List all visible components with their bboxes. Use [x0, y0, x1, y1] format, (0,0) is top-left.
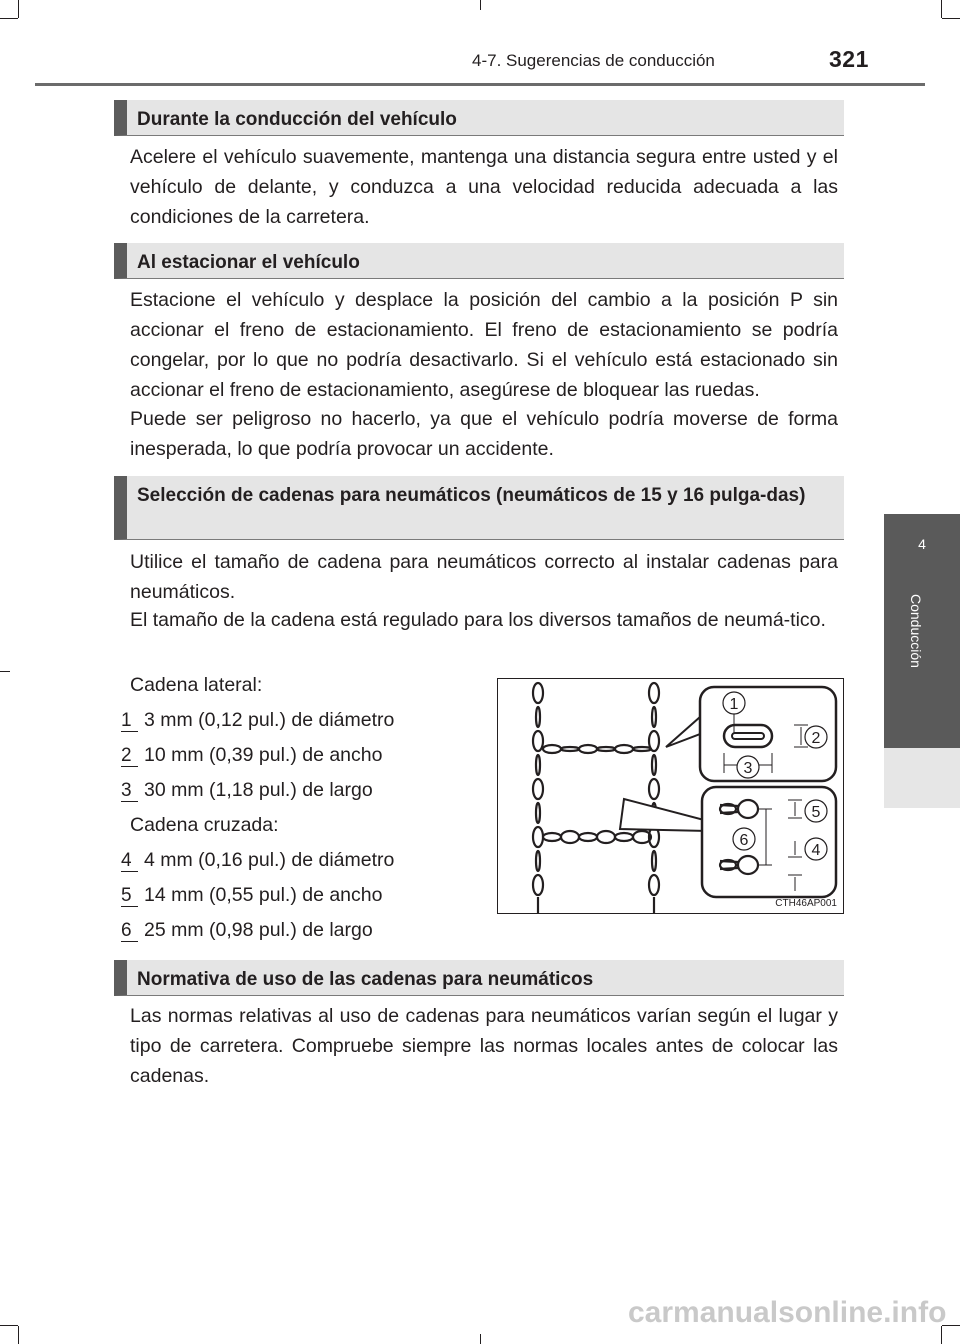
crop-mark [0, 1325, 18, 1326]
spec-item [121, 915, 373, 945]
section-paragraph: Puede ser peligroso no hacerlo, ya que el vehículo podría moverse de forma inesperada, lo que podría provocar un accidente. [130, 408, 838, 460]
crop-mark [18, 1326, 19, 1344]
spec-number: 6 [121, 921, 138, 942]
crop-mark [18, 0, 19, 18]
section-paragraph: Las normas relativas al uso de cadenas para neumáticos varían según el lugar y tipo de carretera. Compruebe siempre las normas locales antes de colocar las cadenas. [130, 1005, 838, 1087]
callout-number: 3 [743, 760, 753, 777]
spec-number: 5 [121, 886, 138, 907]
crop-mark [942, 18, 960, 19]
chapter-tab-tail [884, 748, 960, 808]
chapter-tab [884, 514, 960, 748]
callout-number: 2 [811, 730, 821, 747]
callout-number: 1 [729, 696, 739, 713]
spec-text: 10 mm (0,39 pul.) de ancho [144, 744, 383, 766]
crop-mark [480, 0, 481, 10]
spec-text: 30 mm (1,18 pul.) de largo [144, 779, 373, 801]
spec-item [121, 775, 373, 805]
spec-number: 3 [121, 781, 138, 802]
callout-pointer-upper [666, 717, 700, 747]
cross-chain-upper [543, 745, 651, 753]
cross-chain-label: Cadena cruzada: [130, 814, 279, 836]
chapter-label: Conducción [908, 594, 924, 668]
callout-number: 6 [739, 832, 749, 849]
chains [533, 683, 659, 913]
spec-number: 1 [121, 711, 138, 732]
spec-text: 25 mm (0,98 pul.) de largo [144, 919, 373, 941]
cross-chain-lower [543, 831, 651, 843]
section-heading: Normativa de uso de las cadenas para neumáticos [114, 960, 844, 996]
crop-mark [0, 18, 18, 19]
chapter-number: 4 [918, 536, 926, 552]
callout-pointer-lower [620, 799, 708, 831]
page-number: 321 [829, 46, 869, 72]
spec-item [121, 845, 394, 875]
section-paragraph: Acelere el vehículo suavemente, mantenga una distancia segura entre usted y el vehículo de delante, y conduzca a una velocidad reducida adecuada a las condiciones de la carretera. [130, 146, 838, 228]
section-heading: Durante la conducción del vehículo [114, 100, 844, 136]
figure-code: CTH46AP001 [775, 898, 837, 909]
spec-text: 4 mm (0,16 pul.) de diámetro [144, 849, 395, 871]
section-heading: Selección de cadenas para neumáticos (neumáticos de 15 y 16 pulga-das) [114, 476, 844, 540]
lateral-chain-label: Cadena lateral: [130, 674, 263, 696]
spec-text: 3 mm (0,12 pul.) de diámetro [144, 709, 395, 731]
header-rule [35, 83, 925, 86]
spec-item [121, 705, 394, 735]
spec-item [121, 880, 382, 910]
running-head: 4-7. Sugerencias de conducción [472, 51, 715, 70]
section-heading: Al estacionar el vehículo [114, 243, 844, 279]
section-paragraph: Estacione el vehículo y desplace la posición del cambio a la posición P sin accionar el freno de estacionamiento. El freno de estacionamiento se podría congelar, por lo que no podría desactivarlo. Si el vehículo está estacionado sin accionar el freno de estacionamiento, asegúrese de bloquear las ruedas. [130, 289, 838, 401]
spec-number: 2 [121, 746, 138, 767]
crop-mark [941, 0, 942, 18]
section-paragraph: El tamaño de la cadena está regulado para los diversos tamaños de neumá-tico. [130, 609, 826, 631]
vertical-chain-right [649, 683, 659, 913]
watermark: carmanualsonline.info [628, 1296, 947, 1329]
callout-number: 5 [811, 804, 821, 821]
spec-item [121, 740, 382, 770]
crop-mark [0, 671, 10, 672]
chain-diagram [498, 679, 843, 913]
spec-number: 4 [121, 851, 138, 872]
tire-chain-illustration [497, 678, 844, 914]
section-paragraph: Utilice el tamaño de cadena para neumáticos correcto al instalar cadenas para neumáticos. [130, 551, 838, 603]
vertical-chain-left [533, 683, 543, 913]
callout-number: 4 [811, 842, 821, 859]
crop-mark [480, 1334, 481, 1344]
spec-text: 14 mm (0,55 pul.) de ancho [144, 884, 383, 906]
